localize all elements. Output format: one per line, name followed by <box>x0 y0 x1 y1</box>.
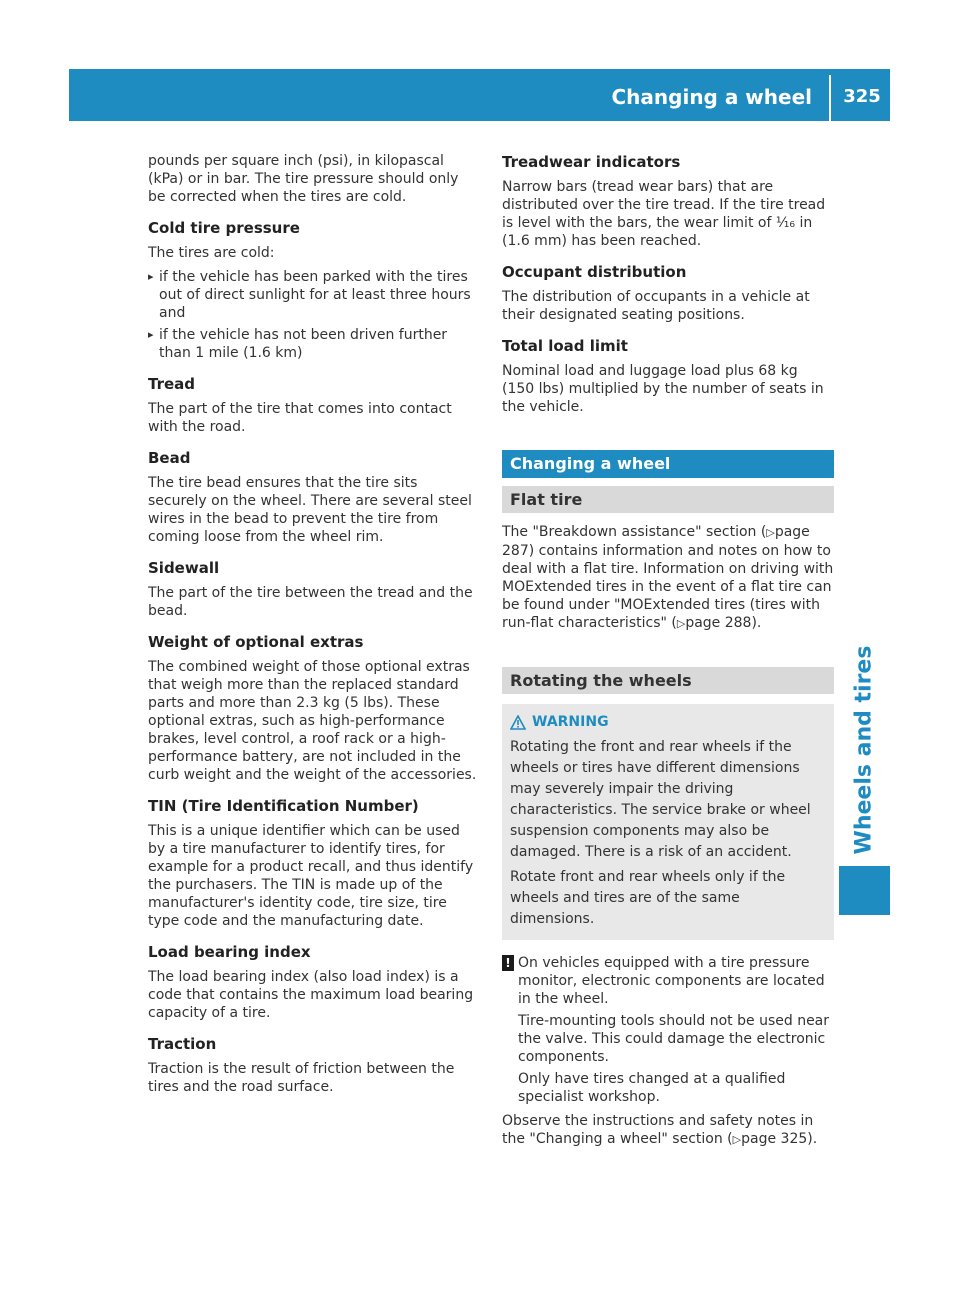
load-text: The load bearing index (also load index) is a code that contains the maximum load bearing capacity of a tire. <box>148 969 474 1021</box>
tread-text: The part of the tire that comes into contact with the road. <box>148 401 452 435</box>
warning-text-1: Rotating the front and rear wheels if the wheels or tires have different dimensions may severely impair the driving characteristics. The service brake or wheel suspension components may also be damaged. There is a risk of an accident. <box>510 739 811 860</box>
side-tab-label: Wheels and tires <box>851 645 877 855</box>
notice-text-1: On vehicles equipped with a tire pressure monitor, electronic components are located in the wheel. <box>518 955 825 1007</box>
warning-title <box>510 712 826 733</box>
notice-text-2: Tire-mounting tools should not be used near the valve. This could damage the electronic components. <box>518 1013 830 1065</box>
total-heading: Total load limit <box>502 337 628 355</box>
header-divider <box>829 75 831 121</box>
treadwear-text-a: Narrow bars (tread wear bars) that are distributed over the tire tread. If the tire tread is level with the bars, the wear limit of <box>502 179 826 231</box>
flat-part2: ) contains information and notes on how to deal with a flat tire. Information on driving with MOExtended tires in the event of a flat tire can be found under "MOExtended tires (tires with run-flat characteristics" ( <box>502 543 834 631</box>
side-tab <box>839 640 890 860</box>
page-arrow-icon: ▷ <box>676 617 686 630</box>
right-column <box>502 152 834 1155</box>
load-heading: Load bearing index <box>148 943 311 961</box>
warning-label: WARNING <box>532 714 609 730</box>
side-tab-marker <box>839 866 890 915</box>
flat-heading: Flat tire <box>502 486 834 513</box>
cold-list <box>148 268 480 362</box>
final-text <box>502 1112 834 1149</box>
treadwear-text-b: in (1.6 mm) has been reached. <box>502 215 813 249</box>
total-text: Nominal load and luggage load plus 68 kg (150 lbs) multiplied by the number of seats in the vehicle. <box>502 363 824 415</box>
header-title: Changing a wheel <box>611 85 812 109</box>
warning-text-2: Rotate front and rear wheels only if the wheels and tires are of the same dimensions. <box>510 869 786 927</box>
flat-part3: ). <box>751 615 762 631</box>
intro-text: pounds per square inch (psi), in kilopascal (kPa) or in bar. The tire pressure should only be corrected when the tires are cold. <box>148 153 459 205</box>
tin-heading: TIN (Tire Identification Number) <box>148 797 419 815</box>
page-number: 325 <box>843 86 881 107</box>
page-ref-link[interactable]: page 288 <box>685 615 752 631</box>
occupant-text: The distribution of occupants in a vehicle at their designated seating positions. <box>502 289 810 323</box>
flat-text <box>502 523 834 633</box>
page-arrow-icon: ▷ <box>732 1133 742 1146</box>
final-part-b: ). <box>807 1131 818 1147</box>
cold-lead: The tires are cold: <box>148 245 275 261</box>
weight-heading: Weight of optional extras <box>148 633 364 651</box>
treadwear-heading: Treadwear indicators <box>502 153 681 171</box>
bead-heading: Bead <box>148 449 191 467</box>
fraction: ¹⁄₁₆ <box>775 215 796 231</box>
sidewall-heading: Sidewall <box>148 559 220 577</box>
left-column <box>148 152 480 1102</box>
notice-text-3: Only have tires changed at a qualified specialist workshop. <box>518 1071 786 1105</box>
warning-box <box>502 704 834 940</box>
treadwear-text <box>502 178 834 250</box>
list-item: ▸ if the vehicle has been parked with the tires out of direct sunlight for at least three hours and <box>148 268 480 322</box>
page-ref-link[interactable]: page 287 <box>502 524 810 559</box>
rotating-heading: Rotating the wheels <box>502 667 834 694</box>
flat-part1: The "Breakdown assistance" section ( <box>502 524 767 540</box>
page-header <box>69 69 890 121</box>
page-arrow-icon: ▷ <box>766 526 775 539</box>
traction-heading: Traction <box>148 1035 217 1053</box>
traction-text: Traction is the result of friction between the tires and the road surface. <box>148 1061 455 1095</box>
page-ref-link[interactable]: page 325 <box>741 1131 808 1147</box>
warning-triangle-icon <box>510 715 526 730</box>
tread-heading: Tread <box>148 375 196 393</box>
notice-block <box>502 954 834 1106</box>
exclamation-icon: ! <box>502 955 514 971</box>
cold-heading: Cold tire pressure <box>148 219 300 237</box>
bead-text: The tire bead ensures that the tire sits securely on the wheel. There are several steel wires in the bead to prevent the tire from coming loose from the wheel rim. <box>148 475 472 545</box>
occupant-heading: Occupant distribution <box>502 263 687 281</box>
final-part-a: Observe the instructions and safety notes in the "Changing a wheel" section ( <box>502 1113 814 1147</box>
weight-text: The combined weight of those optional extras that weigh more than the replaced standard parts and more than 2.3 kg (5 lbs). These optional extras, such as high-performance brakes, level control, a roof rack or a high-performance battery, are not included in the curb weight and the weight of the accessories. <box>148 659 477 783</box>
list-item: ▸ if the vehicle has not been driven further than 1 mile (1.6 km) <box>148 326 480 362</box>
tin-text: This is a unique identifier which can be used by a tire manufacturer to identify tires, for example for a product recall, and thus identify the purchasers. The TIN is made up of the manufacturer's identity code, tire size, tire type code and the manufacturing date. <box>148 823 474 929</box>
section-title: Changing a wheel <box>502 450 834 478</box>
sidewall-text: The part of the tire between the tread and the bead. <box>148 585 473 619</box>
